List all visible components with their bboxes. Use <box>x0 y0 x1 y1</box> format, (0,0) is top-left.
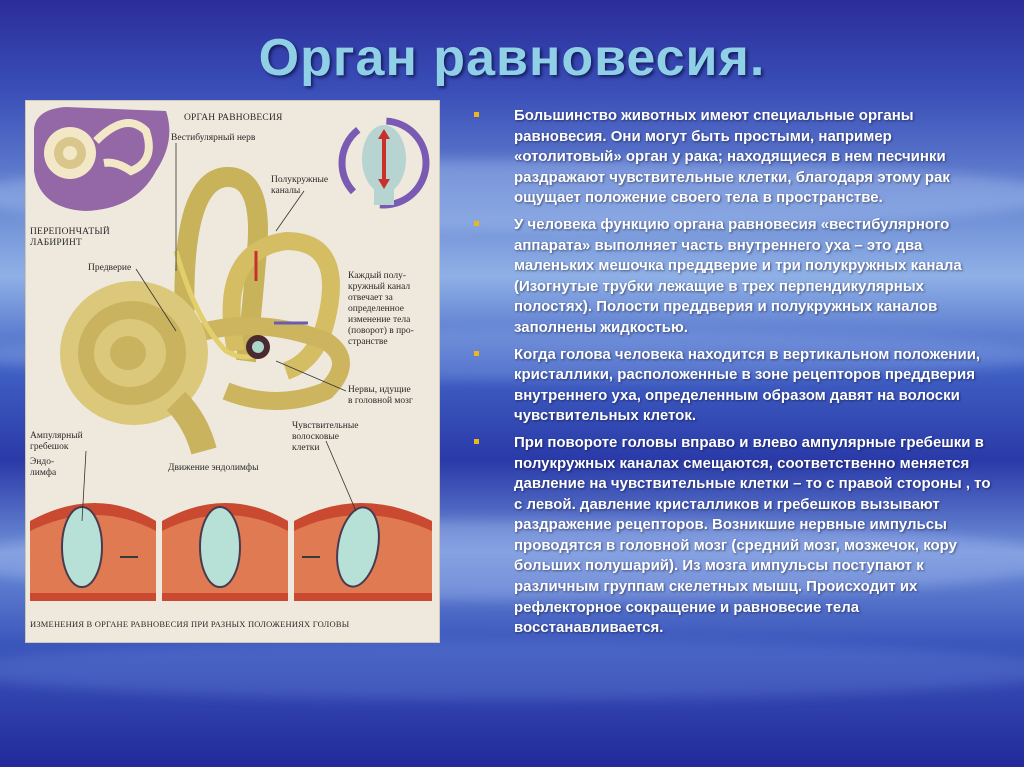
ear-diagram-drawing <box>26 101 439 642</box>
bullet-item <box>474 106 994 209</box>
label-organ: ОРГАН РАВНОВЕСИЯ <box>184 113 283 123</box>
ear-illustration <box>25 100 440 643</box>
bullet-item <box>474 433 994 639</box>
bullet-item <box>474 345 994 427</box>
bullet-text: У человека функцию органа равновесия «вестибулярного аппарата» выполняет часть внутреннего уха – это два маленьких мешочка преддверие и три полукружных канала (Изогнутые трубки лежащие в трех перпендикулярных полостях). Полости преддверия и полукружных каналов заполнены жидкостью. <box>514 215 962 336</box>
figure-caption: ИЗМЕНЕНИЯ В ОРГАНЕ РАВНОВЕСИЯ ПРИ РАЗНЫХ ПОЛОЖЕНИЯХ ГОЛОВЫ <box>30 619 350 629</box>
bullet-list <box>474 106 994 645</box>
bullet-marker <box>474 439 479 444</box>
bullet-text: Большинство животных имеют специальные органы равновесия. Они могут быть простыми, например «отолитовый» орган у рака; находящиеся в нем песчинки раздражают чувствительные клетки, благодаря этому рак ощущает положение своего тела в пространстве. <box>514 107 950 207</box>
bullet-marker <box>474 112 479 117</box>
label-ampullary-crest: Ампулярный гребешок <box>30 431 83 452</box>
label-endolymph: Эндо- лимфа <box>30 457 57 478</box>
label-semicircular-canals: Полукружные каналы <box>271 175 329 196</box>
bullet-marker <box>474 351 479 356</box>
background-wave <box>0 640 1024 700</box>
bullet-text: При повороте головы вправо и влево ампулярные гребешки в полукружных каналах смещаются, соответственно меняется давление на чувствительные клетки – то с правой стороны , то с левой. давление кристалликов и гребешков вызывают раздражение рецепторов. Возникшие нервные импульсы проводятся в головной мозг (средний мозг, мозжечок, кору больших полушарий). Из мозга импульсы поступают к различным группам скелетных мышц. Происходит их рефлекторное сокращение и равновесие тела восстанавливается. <box>514 433 991 637</box>
label-hair-cells: Чувствительные волосковые клетки <box>292 421 359 453</box>
label-nerves-brain: Нервы, идущие в головной мозг <box>348 385 413 406</box>
bullet-text: Когда голова человека находится в вертикальном положении, кристаллики, расположенные в зоне рецепторов преддверия внутреннего уха, определенным образом давят на волоски чувствительных клеток. <box>514 345 981 425</box>
label-membranous-labyrinth: ПЕРЕПОНЧАТЫЙ ЛАБИРИНТ <box>30 227 110 248</box>
label-vestibular-nerve: Вестибулярный нерв <box>171 133 256 143</box>
slide-title: Орган равновесия. <box>258 29 766 87</box>
bullet-item <box>474 215 994 339</box>
bullet-marker <box>474 221 479 226</box>
label-vestibule: Предверие <box>88 263 132 273</box>
label-each-canal: Каждый полу- кружный канал отвечает за определенное изменение тела (поворот) в про- странстве <box>348 271 414 347</box>
label-endolymph-motion: Движение эндолимфы <box>168 463 259 473</box>
